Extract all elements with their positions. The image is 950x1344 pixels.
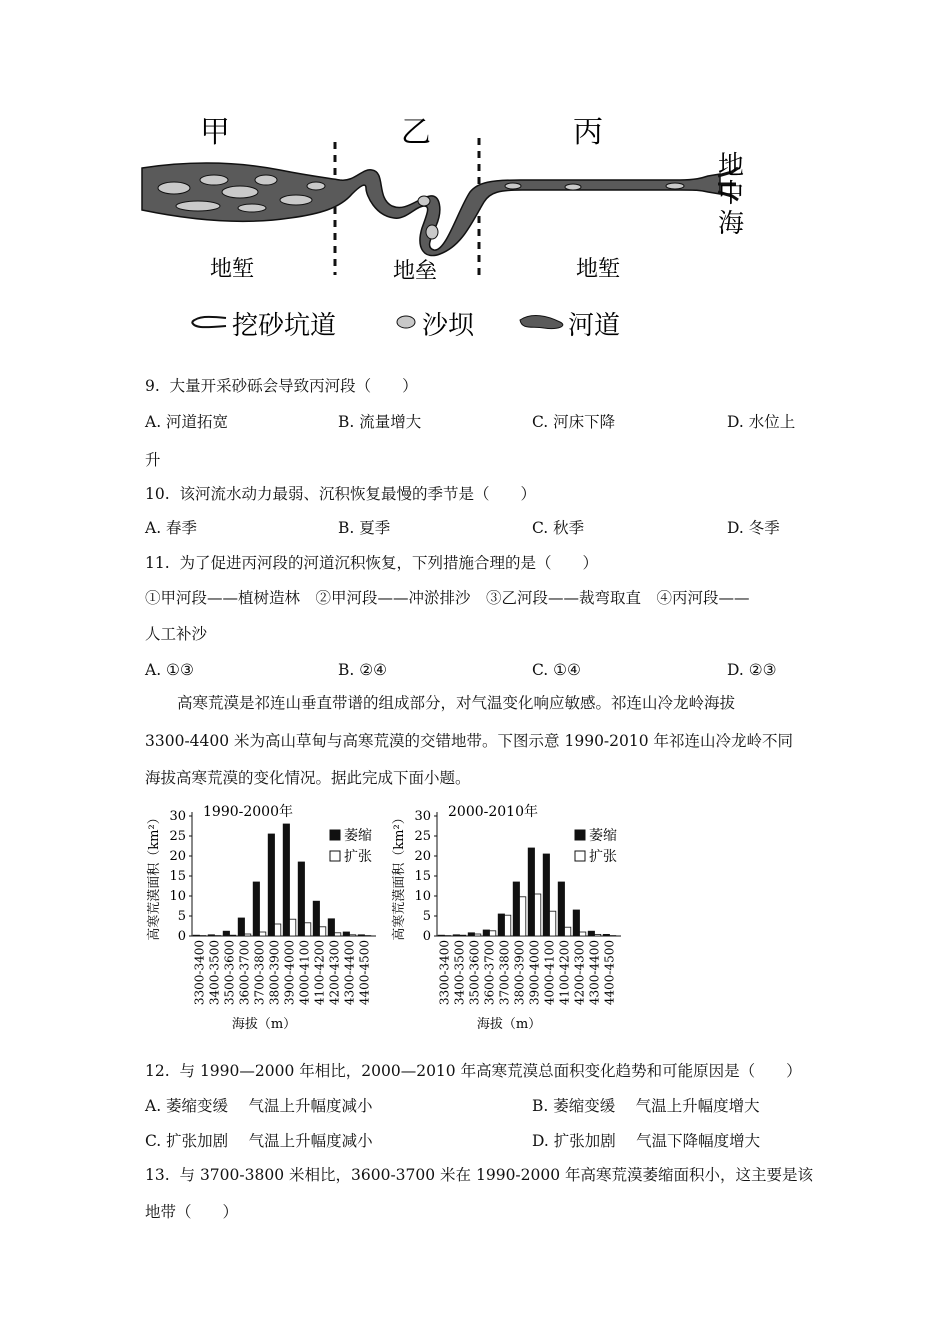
y-tick-label: 10 <box>414 889 431 904</box>
option-a[interactable]: A. 萎缩变缓 气温上升幅度减小 <box>145 1097 373 1115</box>
bar-shrink <box>438 935 444 936</box>
question-number: 10. <box>145 485 170 503</box>
question-text: 与 1990—2000 年相比，2000—2010 年高寒荒漠总面积变化趋势和可能原因是（ ） <box>179 1062 802 1080</box>
legend-shrink-label: 萎缩 <box>589 828 617 844</box>
legend-shrink-swatch <box>575 830 585 840</box>
chart-title: 2000-2010年 <box>448 804 538 820</box>
zone-label-bing: 丙 <box>573 115 603 150</box>
bar-shrink <box>573 910 579 936</box>
bar-expand <box>230 935 236 936</box>
passage-line-2: 3300-4400 米为高山草甸与高寒荒漠的交错地带。下图示意 1990-2010 年祁连山冷龙岭不同 <box>145 732 794 750</box>
x-tick-label <box>283 940 297 1005</box>
bar-shrink <box>298 862 304 936</box>
x-tick-label: 4000-4100 <box>297 940 312 1006</box>
bar-expand <box>245 934 251 936</box>
bar-expand <box>580 932 586 936</box>
legend-pit-icon <box>192 317 226 327</box>
x-tick-label <box>208 940 222 1005</box>
bar-expand <box>475 934 481 936</box>
bar-shrink <box>343 932 349 936</box>
y-tick-label: 5 <box>422 909 431 924</box>
bar-expand <box>490 931 496 936</box>
y-tick-label: 10 <box>169 889 186 904</box>
bar-shrink <box>328 919 334 936</box>
question-number: 12. <box>145 1062 170 1080</box>
bar-shrink <box>558 882 564 936</box>
option-a[interactable]: A. ①③ <box>145 661 194 679</box>
x-tick-label: 3700-3800 <box>252 940 267 1006</box>
x-tick-label: 3800-3900 <box>267 940 282 1006</box>
x-tick-label <box>253 940 267 1005</box>
bar-shrink <box>253 882 259 936</box>
option-a[interactable]: A. 河道拓宽 <box>145 413 229 431</box>
sea-label-1: 地 <box>718 151 745 181</box>
x-tick-label: 3500-3600 <box>222 940 237 1006</box>
x-tick-label: 3600-3700 <box>237 940 252 1006</box>
passage-line-3: 海拔高寒荒漠的变化情况。据此完成下面小题。 <box>145 769 471 787</box>
y-tick-label: 25 <box>169 829 186 844</box>
option-d[interactable]: D. 冬季 <box>727 519 780 537</box>
bar-shrink <box>268 834 274 936</box>
question-11 <box>145 553 598 573</box>
legend-pit-label: 挖砂坑道 <box>232 311 337 341</box>
bar-expand <box>520 897 526 936</box>
bar-shrink <box>498 914 504 936</box>
river-figure <box>140 110 760 350</box>
question-13 <box>145 1165 813 1185</box>
bar-shrink <box>483 930 489 936</box>
x-tick-label: 3300-3400 <box>192 940 207 1006</box>
legend-river-label: 河道 <box>568 311 621 341</box>
option-b[interactable]: B. ②④ <box>338 661 388 679</box>
y-tick-label: 15 <box>414 869 431 884</box>
bar-expand <box>290 919 296 936</box>
x-tick-label <box>223 940 237 1005</box>
bar-shrink <box>528 848 534 936</box>
zone-label-jia: 甲 <box>200 115 230 150</box>
bar-shrink <box>283 824 289 936</box>
question-number: 11. <box>145 554 170 572</box>
option-b[interactable]: B. 流量增大 <box>338 413 422 431</box>
bar-shrink <box>603 934 609 936</box>
legend-expand-label: 扩张 <box>344 849 372 865</box>
x-tick-label: 4400-4500 <box>602 940 617 1006</box>
question-9 <box>145 376 418 396</box>
bar-chart-1990-2000 <box>140 796 385 1036</box>
graben-label-left: 地堑 <box>209 257 255 282</box>
bar-expand <box>320 927 326 936</box>
question-text: 该河流水动力最弱、沉积恢复最慢的季节是（ ） <box>179 485 537 503</box>
x-tick-label <box>313 940 327 1005</box>
question-12 <box>145 1061 802 1081</box>
option-c[interactable]: C. 河床下降 <box>532 413 616 431</box>
chart-title: 1990-2000年 <box>203 804 293 820</box>
legend-river-icon <box>520 316 563 329</box>
option-d-wrap: 升 <box>145 451 161 469</box>
y-tick-label: 5 <box>177 909 186 924</box>
question-text: 为了促进丙河段的河道沉积恢复，下列措施合理的是（ ） <box>179 554 599 572</box>
zone-label-yi: 乙 <box>401 115 431 150</box>
legend-sandbar-icon <box>397 316 415 328</box>
x-tick-label <box>238 940 252 1005</box>
y-tick-label: 15 <box>169 869 186 884</box>
x-axis-label: 海拔（m） <box>476 1017 542 1032</box>
option-d[interactable]: D. ②③ <box>727 661 777 679</box>
y-tick-label: 30 <box>414 809 431 824</box>
y-axis-label: 高寒荒漠面积（km²） <box>147 811 162 941</box>
legend-expand-swatch <box>575 851 585 861</box>
bar-expand <box>305 923 311 936</box>
question-number: 9. <box>145 377 160 395</box>
x-tick-label <box>298 940 312 1005</box>
option-c[interactable]: C. 秋季 <box>532 519 585 537</box>
x-tick-label <box>343 940 357 1005</box>
y-tick-label: 20 <box>414 849 431 864</box>
bar-expand <box>350 935 356 936</box>
bar-shrink <box>513 882 519 936</box>
horst-label: 地垒 <box>392 259 438 284</box>
statements: ①甲河段——植树造林 ②甲河段——冲淤排沙 ③乙河段——裁弯取直 ④丙河段—— <box>145 589 750 607</box>
bar-shrink <box>313 901 319 936</box>
legend-expand-label: 扩张 <box>589 849 617 865</box>
question-text: 与 3700-3800 米相比，3600-3700 米在 1990-2000 年高寒荒漠萎缩面积小，这主要是该 <box>179 1166 814 1184</box>
bar-shrink <box>453 935 459 936</box>
bar-expand <box>595 934 601 936</box>
statements-wrap: 人工补沙 <box>145 625 208 643</box>
option-b[interactable]: B. 夏季 <box>338 519 391 537</box>
sea-label-2: 中 <box>718 179 745 209</box>
legend-sandbar-label: 沙坝 <box>422 311 475 341</box>
passage-line-1: 高寒荒漠是祁连山垂直带谱的组成部分，对气温变化响应敏感。祁连山冷龙岭海拔 <box>177 694 736 712</box>
legend-expand-swatch <box>330 851 340 861</box>
x-tick-label: 3900-4000 <box>282 940 297 1006</box>
river-channel <box>142 163 720 256</box>
graben-label-right: 地堑 <box>575 257 621 282</box>
question-10 <box>145 484 536 504</box>
x-tick-label: 4300-4400 <box>342 940 357 1006</box>
x-tick-label: 4200-4300 <box>327 940 342 1006</box>
x-tick-label: 3400-3500 <box>207 940 222 1006</box>
y-tick-label: 20 <box>169 849 186 864</box>
x-tick-label: 4400-4500 <box>357 940 372 1006</box>
y-tick-label: 25 <box>414 829 431 844</box>
bar-expand <box>260 932 266 936</box>
x-tick-label <box>268 940 282 1005</box>
y-axis-label: 高寒荒漠面积（km²） <box>392 811 407 941</box>
question-13-wrap: 地带（ ） <box>145 1203 239 1221</box>
bar-expand <box>505 915 511 936</box>
option-d[interactable]: D. 水位上 <box>727 413 796 431</box>
bar-expand <box>335 933 341 936</box>
bar-expand <box>275 924 281 936</box>
option-c[interactable]: C. ①④ <box>532 661 581 679</box>
bar-expand <box>460 935 466 936</box>
y-tick-label: 0 <box>422 929 431 944</box>
option-c[interactable]: C. 扩张加剧 气温上升幅度减小 <box>145 1132 373 1150</box>
bar-shrink <box>223 931 229 936</box>
y-tick-label: 30 <box>169 809 186 824</box>
question-text: 大量开采砂砾会导致丙河段（ ） <box>169 377 418 395</box>
option-b[interactable]: B. 萎缩变缓 气温上升幅度增大 <box>532 1097 760 1115</box>
bar-shrink <box>193 935 199 936</box>
bar-expand <box>550 911 556 936</box>
x-tick-label <box>328 940 342 1005</box>
option-d[interactable]: D. 扩张加剧 气温下降幅度增大 <box>532 1132 761 1150</box>
bar-shrink <box>238 918 244 936</box>
legend-shrink-swatch <box>330 830 340 840</box>
option-a[interactable]: A. 春季 <box>145 519 198 537</box>
sea-label-3: 海 <box>718 209 745 239</box>
bar-shrink <box>543 854 549 936</box>
bar-shrink <box>468 933 474 936</box>
bar-expand <box>565 927 571 936</box>
bar-expand <box>535 894 541 936</box>
x-tick-label: 4100-4200 <box>312 940 327 1006</box>
x-axis-label: 海拔（m） <box>231 1017 297 1032</box>
bar-shrink <box>208 935 214 936</box>
x-tick-label <box>193 940 207 1005</box>
y-tick-label: 0 <box>177 929 186 944</box>
legend-shrink-label: 萎缩 <box>344 828 372 844</box>
bar-shrink <box>358 935 364 936</box>
bar-shrink <box>588 931 594 936</box>
question-number: 13. <box>145 1166 170 1184</box>
